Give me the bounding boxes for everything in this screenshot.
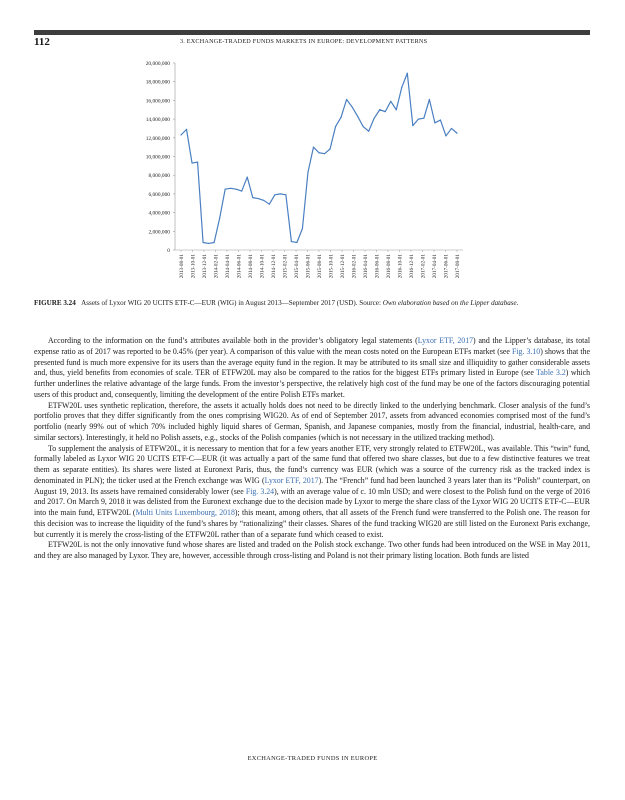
data-point: [219, 218, 220, 219]
data-point: [208, 243, 209, 244]
data-point: [418, 119, 419, 120]
data-point: [296, 242, 297, 243]
data-point: [230, 188, 231, 189]
data-point: [313, 147, 314, 148]
data-point: [390, 101, 391, 102]
x-tick-label: 2016-04-01: [363, 254, 369, 279]
y-tick-label: 6,000,000: [148, 191, 170, 198]
data-point: [252, 197, 253, 198]
figure-caption: [34, 298, 590, 308]
figure-caption-source: Own elaboration based on the Lipper database.: [382, 299, 519, 307]
data-point: [236, 189, 237, 190]
data-point: [385, 111, 386, 112]
data-point: [407, 73, 408, 74]
data-point: [429, 99, 430, 100]
data-point: [335, 126, 336, 127]
x-tick-label: 2016-08-01: [386, 254, 392, 279]
data-point: [280, 193, 281, 194]
citation-multi-units-2018[interactable]: Multi Units Luxembourg, 2018: [135, 508, 235, 517]
data-point: [368, 131, 369, 132]
x-tick-label: 2016-02-01: [351, 254, 358, 279]
y-tick-label: 2,000,000: [148, 229, 170, 236]
assets-line-chart: [130, 58, 480, 298]
data-point: [352, 106, 353, 107]
y-tick-label: 8,000,000: [148, 173, 170, 180]
data-point: [423, 118, 424, 119]
page-number: 112: [34, 36, 50, 48]
data-point: [307, 172, 308, 173]
citation-lyxor-etf-2017-b[interactable]: Lyxor ETF, 2017: [264, 475, 319, 485]
table-ref-3-2[interactable]: Table 3.2: [536, 368, 566, 378]
figure-ref-3-24[interactable]: Fig. 3.24: [245, 486, 275, 496]
data-point: [340, 117, 341, 118]
y-tick-label: 0: [167, 248, 170, 254]
page-header: [34, 30, 590, 48]
y-tick-label: 10,000,000: [145, 154, 170, 161]
x-tick-label: 2015-06-01: [305, 254, 312, 279]
y-tick-label: 20,000,000: [145, 61, 170, 67]
y-tick-label: 14,000,000: [145, 117, 170, 124]
data-point: [445, 135, 446, 136]
x-tick-label: 2016-10-01: [397, 254, 404, 279]
x-tick-label: 2015-10-01: [328, 254, 335, 279]
x-tick-label: 2014-08-01: [248, 254, 254, 279]
x-tick-label: 2017-02-01: [420, 254, 427, 279]
series-line-wig: [181, 73, 457, 243]
running-head: 3. EXCHANGE-TRADED FUNDS MARKETS IN EUROPE: DEVELOPMENT PATTERNS: [180, 38, 428, 45]
citation-lyxor-etf-2017[interactable]: Lyxor ETF, 2017: [417, 336, 474, 345]
data-point: [191, 162, 192, 163]
data-point: [263, 200, 264, 201]
data-point: [346, 99, 347, 100]
data-point: [269, 204, 270, 205]
chart-svg: [130, 58, 480, 298]
data-point: [318, 152, 319, 153]
paragraph-2: ETFW20L uses synthetic replication, therefore, the assets it actually holds does not need to be directly linked to the underlying benchmark. Closer analysis of the fund’s portfolio proves that they differ significantly from the ones comprising WIG20. As of end of September 2017, assets from advanced economies comprised most of the fund’s portfolio (nearly 99% out of which 70% included highly liquid shares of German, Spanish, and Japanese companies, mostly from the financial, industrial, health-care, and similar sectors). Interestingly, it held no Polish assets, e.g., stocks of the Polish companies (which is not necessary in the utilized tracking method).: [34, 400, 590, 442]
x-tick-label: 2013-08-01: [179, 254, 185, 279]
p3-text-2: ). The “French” fund had been launched 3 years later than its “Polish” counterpart, on August 19, 2013. Its assets have remained considerably lower (see: [34, 475, 590, 496]
data-point: [440, 119, 441, 120]
data-point: [241, 190, 242, 191]
data-point: [379, 109, 380, 110]
p1-text-3: ) shows that the presented fund is much more expensive for its users than the average equity fund in the region. It may be attributed to its small size and illiquidity to gather considerable assets and, thus, yield benefits from economies of scale. TER of ETFW20L may also be compared to the ratios for the biggest ETFs primary listed in Europe (see: [34, 346, 590, 378]
data-point: [412, 125, 413, 126]
x-tick-label: 2015-12-01: [340, 254, 346, 279]
data-point: [357, 116, 358, 117]
x-tick-label: 2014-06-01: [236, 254, 243, 279]
data-point: [180, 134, 181, 135]
x-tick-label: 2016-12-01: [409, 254, 415, 279]
p3-text-4: ); this meant, among others, that all assets of the French fund were transferred to the Polish one. The reason for this decision was to increase the liquidity of the fund’s shares by “rationalizing” their classes. Shares of the fund tracking WIG20 are still listed on the Euronext Paris exchange, but currently it is merely the cross-listing of the ETFW20L rather than of a separate fund which ceased to exist.: [34, 508, 591, 539]
x-tick-label: 2016-06-01: [374, 254, 381, 279]
paragraph-3: [34, 444, 590, 541]
x-tick-label: 2015-08-01: [317, 254, 323, 279]
data-point: [329, 148, 330, 149]
y-tick-label: 12,000,000: [145, 135, 170, 142]
figure-ref-3-10[interactable]: Fig. 3.10: [511, 346, 541, 356]
y-tick-label: 16,000,000: [145, 98, 170, 105]
data-point: [202, 242, 203, 243]
data-point: [363, 126, 364, 127]
data-point: [456, 133, 457, 134]
data-point: [274, 194, 275, 195]
data-point: [186, 129, 187, 130]
paragraph-1: [34, 336, 590, 401]
y-tick-label: 18,000,000: [145, 79, 170, 86]
data-point: [258, 198, 259, 199]
data-point: [324, 153, 325, 154]
p3-text-1: To supplement the analysis of ETFW20L, it is necessary to mention that for a few years another ETF, very strongly related to ETFW20L, was available. This “twin” fund, formally labeled as Lyxor WIG 20 UCITS ETF-C—EUR (it was actually a part of the same fund that offered two share classes, but due to a few distinctive features we treat them as separate entities). Its shares were listed at Euronext Paris, thus, the fund’s currency was EUR (which was a source of the currency risk as the tracked index is denominated in PLN); the ticker used at the French exchange was WIG (: [34, 443, 590, 485]
paragraph-4: ETFW20L is not the only innovative fund whose shares are listed and traded on the Polish stock exchange. Two other funds had been introduced on the WSE in May 2011, and they are also managed by Lyxor. They are, however, accessible through cross-listing and Poland is not their primary listing location. Both funds are listed: [34, 540, 590, 560]
p1-text-4: ) which further underlines the relative advantage of the large funds. From the investor’s perspective, the relatively high cost of the fund may be one of the factors discouraging potential users of this product and, consequently, limiting the development of the entire Polish ETFs market.: [34, 368, 590, 399]
data-point: [451, 128, 452, 129]
x-tick-label: 2017-08-01: [455, 254, 461, 279]
data-point: [302, 228, 303, 229]
y-tick-label: 4,000,000: [148, 210, 170, 217]
data-point: [247, 176, 248, 177]
data-point: [434, 122, 435, 123]
page-footer: EXCHANGE-TRADED FUNDS IN EUROPE: [247, 755, 378, 762]
x-tick-label: 2017-06-01: [443, 254, 450, 279]
p3-text-3: ), with an average value of c. 10 mln USD; and were closest to the Polish fund on the verge of 2016 and 2017. On March 9, 2018 it was delisted from the Euronext exchange due to the decision made by Lyxor to merge the share class of the Lyxor WIG 20 UCITS ETF-C—EUR into the main fund, ETFW20L (: [34, 486, 590, 517]
x-tick-label: 2013-12-01: [202, 254, 208, 279]
data-point: [374, 118, 375, 119]
p1-text-2: ) and the Lipper’s database, its total expense ratio as of 2017 was reported to be 0.45% (per year). A comparison of this value with the mean costs noted on the European ETFs market (see: [34, 336, 590, 356]
header-rule: [34, 30, 590, 35]
p1-text-1: According to the information on the fund’s attributes available both in the provider’s obligatory legal statements (: [48, 336, 418, 345]
x-tick-label: 2014-02-01: [213, 254, 220, 279]
figure-caption-text: Assets of Lyxor WIG 20 UCITS ETF-C—EUR (WIG) in August 2013—September 2017 (USD). Source:: [81, 299, 381, 307]
x-tick-label: 2015-02-01: [282, 254, 289, 279]
data-point: [396, 109, 397, 110]
data-point: [197, 162, 198, 163]
data-point: [214, 242, 215, 243]
data-point: [225, 189, 226, 190]
figure-label: FIGURE 3.24: [34, 299, 76, 307]
x-tick-label: 2015-04-01: [294, 254, 300, 279]
data-point: [285, 194, 286, 195]
x-tick-label: 2013-10-01: [190, 254, 197, 279]
x-tick-label: 2014-12-01: [271, 254, 277, 279]
body-text: [34, 336, 590, 562]
x-tick-label: 2014-04-01: [225, 254, 231, 279]
x-tick-label: 2014-10-01: [259, 254, 266, 279]
x-tick-label: 2017-04-01: [432, 254, 438, 279]
data-point: [291, 241, 292, 242]
data-point: [401, 87, 402, 88]
